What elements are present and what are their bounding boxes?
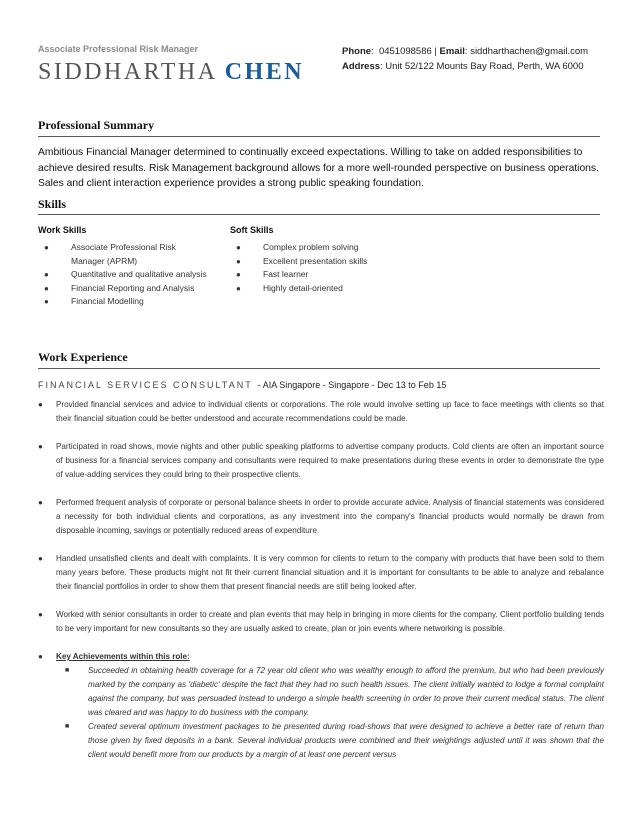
summary-heading: Professional Summary <box>38 118 155 132</box>
contact-line-1: Phone: 0451098586 | Email: siddharthachen@gmail.com <box>342 46 589 57</box>
bullet-icon: ● <box>44 243 49 252</box>
work-skills <box>38 225 208 309</box>
achievements-heading: Key Achievements within this role: <box>56 652 190 661</box>
list-item: ● Financial Modelling <box>38 295 208 309</box>
skills-heading: Skills <box>38 197 67 211</box>
bullet-icon: ● <box>236 243 241 252</box>
list-item: ● Highly detail-oriented <box>230 282 385 296</box>
bullet-icon: ● <box>38 442 43 451</box>
list-item: ● Excellent presentation skills <box>230 255 385 269</box>
bullet-icon: ● <box>38 652 43 661</box>
work-skills-heading: Work Skills <box>38 225 87 235</box>
achievement-item: ■ Created several optimum investment packages to be presented during road-shows that were designed to achieve a better rate of return than those given by fixed deposits in a bank. Several individual products were combined and their weightings adjusted until it was shown that the client would benefit more from our products by a margin of at least one percent versus <box>65 722 604 759</box>
experience-bullet: ● Performed frequent analysis of corporate or personal balance sheets in order to provide accurate advice. Analysis of financial statements was considered a necessity for both individual clients and corporations, as any investment into the company's financial products would normally be drawn from disposable incoming, savings or potentially reduced areas of expenditure. <box>38 498 604 535</box>
bullet-icon: ● <box>44 297 49 306</box>
soft-skills-heading: Soft Skills <box>230 225 274 235</box>
experience-bullet: ● Provided financial services and advice to individual clients or corporations. The role would involve setting up face to face meetings with clients so that their financial situation could be better understood and accurate recommendations could be made. <box>38 400 604 423</box>
bullet-icon: ● <box>38 400 43 409</box>
summary-divider <box>38 136 600 137</box>
header-left <box>38 44 338 86</box>
last-name: CHEN <box>224 59 305 85</box>
bullet-icon: ● <box>38 554 43 563</box>
experience-divider <box>38 368 600 369</box>
contact-info <box>342 44 612 74</box>
job-title: FINANCIAL SERVICES CONSULTANT <box>38 380 253 390</box>
bullet-icon: ● <box>38 610 43 619</box>
square-bullet-icon: ■ <box>65 667 70 674</box>
address-label: Address <box>342 61 381 72</box>
job-line <box>38 380 446 390</box>
experience-heading: Work Experience <box>38 350 128 364</box>
address-value: Unit 52/122 Mounts Bay Road, Perth, WA 6000 <box>385 61 584 72</box>
work-skills-list <box>38 241 208 309</box>
achievements-block <box>38 650 604 762</box>
experience-bullet: ● Worked with senior consultants in order to create and plan events that may help in bringing in more clients for the company. Client portfolio building tends to be very important for new consultants so they are usually asked to create, plan or join events where networking is possible. <box>38 610 604 633</box>
summary-text: Ambitious Financial Manager determined to continually exceed expectations. Willing to take on added responsibilities to achieve desired results. Risk Management background allows for a more well-rounded perspective on business operations. Sales and client interaction experience provides a strong public speaking foundation. <box>38 147 599 189</box>
achievement-item: ■ Succeeded in obtaining health coverage for a 72 year old client who was wealthy enough to afford the premium, but who had been previously marked by the company as 'diabetic' despite the fact that they had no such health issues. The client initially wanted to lodge a formal complaint against the company, but was persuaded instead to undergo a simple health screening in order to prove their current medical status. The client was cleared and was happy to do business with the company. <box>65 666 604 717</box>
list-item: ● Fast learner <box>230 268 385 282</box>
bullet-icon: ● <box>44 270 49 279</box>
list-item: ● Financial Reporting and Analysis <box>38 282 208 296</box>
experience-bullet: ● Participated in road shows, movie nights and other public speaking platforms to advertise company products. Cold clients are often an important source of business for a financial services company and consultants were required to make presentations during these events in order to demonstrate the type of value-adding services they could bring to their prospective clients. <box>38 442 604 479</box>
list-item: ● Quantitative and qualitative analysis <box>38 268 208 282</box>
soft-skills <box>230 225 385 295</box>
contact-line-2: Address: Unit 52/122 Mounts Bay Road, Perth, WA 6000 <box>342 61 584 72</box>
experience-list <box>38 398 604 776</box>
square-bullet-icon: ■ <box>65 723 70 730</box>
phone-label: Phone <box>342 46 372 57</box>
bullet-icon: ● <box>236 283 241 293</box>
candidate-name <box>38 59 338 86</box>
first-name: SIDDHARTHA <box>38 59 217 85</box>
bullet-icon: ● <box>38 498 43 507</box>
experience-bullet: ● Handled unsatisfied clients and dealt with complaints. It is very common for clients to return to the company with products that have been sold to them many years before. These products might not fit their current financial situation and it is important for consultants to be able to analyze and rebalance their financial portfolios in order to show them that present financial needs are still being looked after. <box>38 554 604 591</box>
bullet-icon: ● <box>236 256 241 266</box>
bullet-icon: ● <box>236 270 241 279</box>
soft-skills-list <box>230 241 385 295</box>
list-item: ● Complex problem solving <box>230 241 385 255</box>
skills-divider <box>38 214 600 215</box>
role-title: Associate Professional Risk Manager <box>38 44 199 54</box>
achievements-list <box>56 664 604 762</box>
email-value: siddharthachen@gmail.com <box>470 46 589 57</box>
list-item: ● Associate Professional Risk Manager (APRM) <box>44 242 176 266</box>
email-label: Email <box>439 46 465 57</box>
job-details: - AIA Singapore - Singapore - Dec 13 to Feb 15 <box>257 380 447 390</box>
bullet-icon: ● <box>44 283 49 293</box>
phone-value: 0451098586 <box>378 46 432 57</box>
